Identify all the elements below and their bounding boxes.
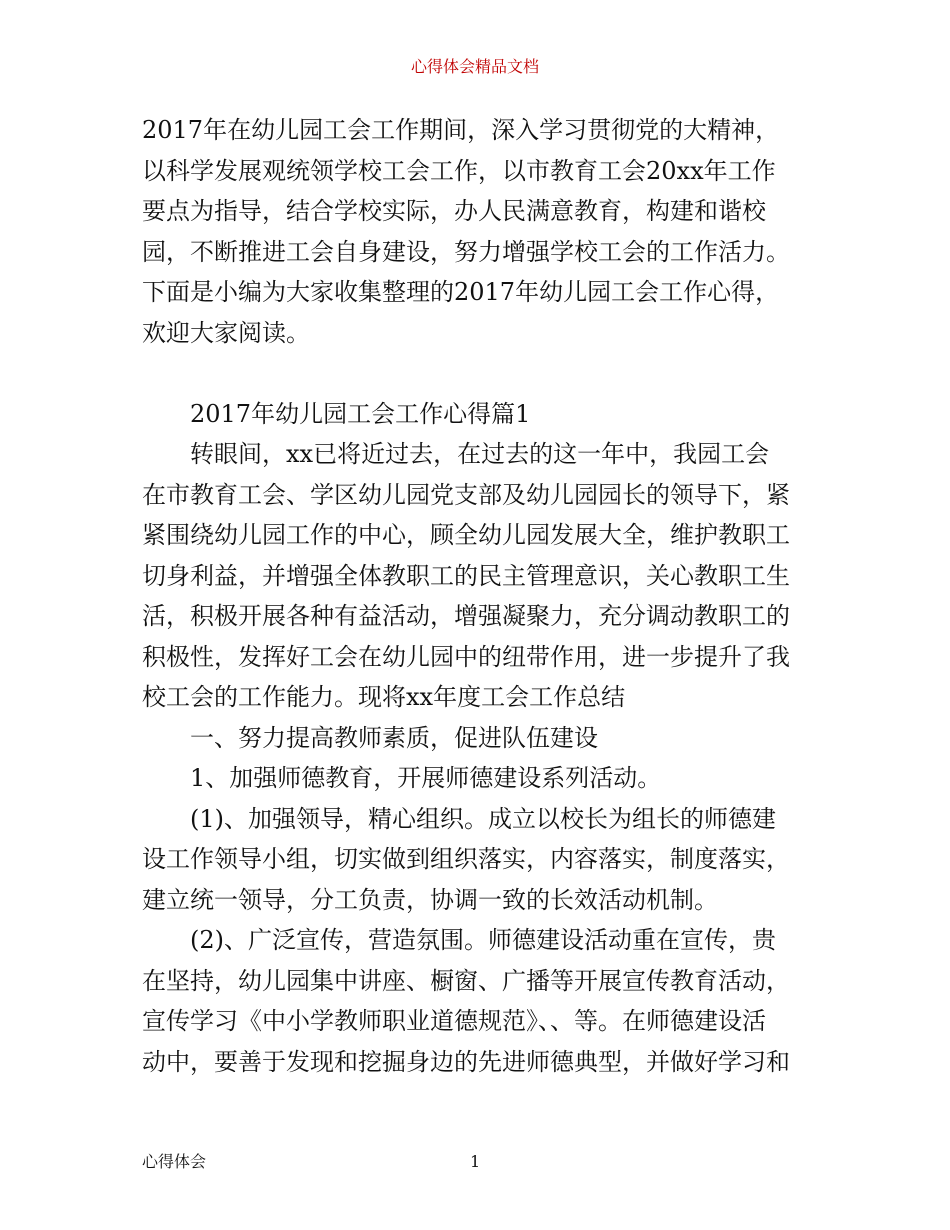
page-header-title: 心得体会精品文档 — [410, 57, 539, 76]
item-heading: 一、努力提高教师素质，促进队伍建设 — [190, 723, 598, 752]
text-line: 园，不断推进工会自身建设，努力增强学校工会的工作活力。 — [142, 237, 790, 266]
text-line: 在坚持，幼儿园集中讲座、橱窗、广播等开展宣传教育活动， — [142, 966, 790, 995]
text-line: 校工会的工作能力。现将xx年度工会工作总结 — [142, 683, 626, 711]
blank-line — [142, 353, 814, 394]
text-line: 要点为指导，结合学校实际，办人民满意教育，构建和谐校 — [142, 197, 766, 225]
text-line: 下面是小编为大家收集整理的2017年幼儿园工会工作心得， — [142, 278, 780, 306]
footer-label: 心得体会 — [142, 1152, 207, 1171]
text-line: 积极性，发挥好工会在幼儿园中的纽带作用，进一步提升了我 — [142, 642, 790, 671]
text-line: 2017年在幼儿园工会工作期间，深入学习贯彻党的大精神， — [142, 116, 780, 144]
text-line: 欢迎大家阅读。 — [142, 318, 310, 347]
text-line: 宣传学习《中小学教师职业道德规范》、、等。在师德建设活 — [142, 1007, 766, 1035]
paragraph-1 — [142, 434, 814, 718]
text-line: (1)、加强领导，精心组织。成立以校长为组长的师德建 — [190, 804, 776, 833]
paragraph-3 — [142, 920, 814, 1082]
text-line: 紧围绕幼儿园工作的中心，顾全幼儿园发展大全，维护教职工 — [142, 521, 790, 549]
intro-paragraph — [142, 110, 814, 353]
text-line: 转眼间，xx已将近过去，在过去的这一年中，我园工会 — [190, 440, 770, 468]
text-line: 切身利益，并增强全体教职工的民主管理意识，关心教职工生 — [142, 561, 790, 590]
text-line: 动中，要善于发现和挖掘身边的先进师德典型，并做好学习和 — [142, 1047, 790, 1076]
subitem-heading: 1、加强师德教育，开展师德建设系列活动。 — [190, 764, 662, 792]
paragraph-2 — [142, 799, 814, 921]
text-line: 设工作领导小组，切实做到组织落实，内容落实，制度落实， — [142, 845, 790, 873]
text-line: 以科学发展观统领学校工会工作，以市教育工会20xx年工作 — [142, 156, 776, 185]
text-line: (2)、广泛宣传，营造氛围。师德建设活动重在宣传，贵 — [190, 926, 776, 954]
text-line: 活，积极开展各种有益活动，增强凝聚力，充分调动教职工的 — [142, 602, 790, 630]
text-line: 在市教育工会、学区幼儿园党支部及幼儿园园长的领导下，紧 — [142, 480, 790, 509]
text-line: 建立统一领导，分工负责，协调一致的长效活动机制。 — [142, 885, 718, 914]
page-number: 1 — [470, 1152, 481, 1171]
section-title: 2017年幼儿园工会工作心得篇1 — [190, 399, 531, 428]
document-body — [142, 110, 814, 1082]
